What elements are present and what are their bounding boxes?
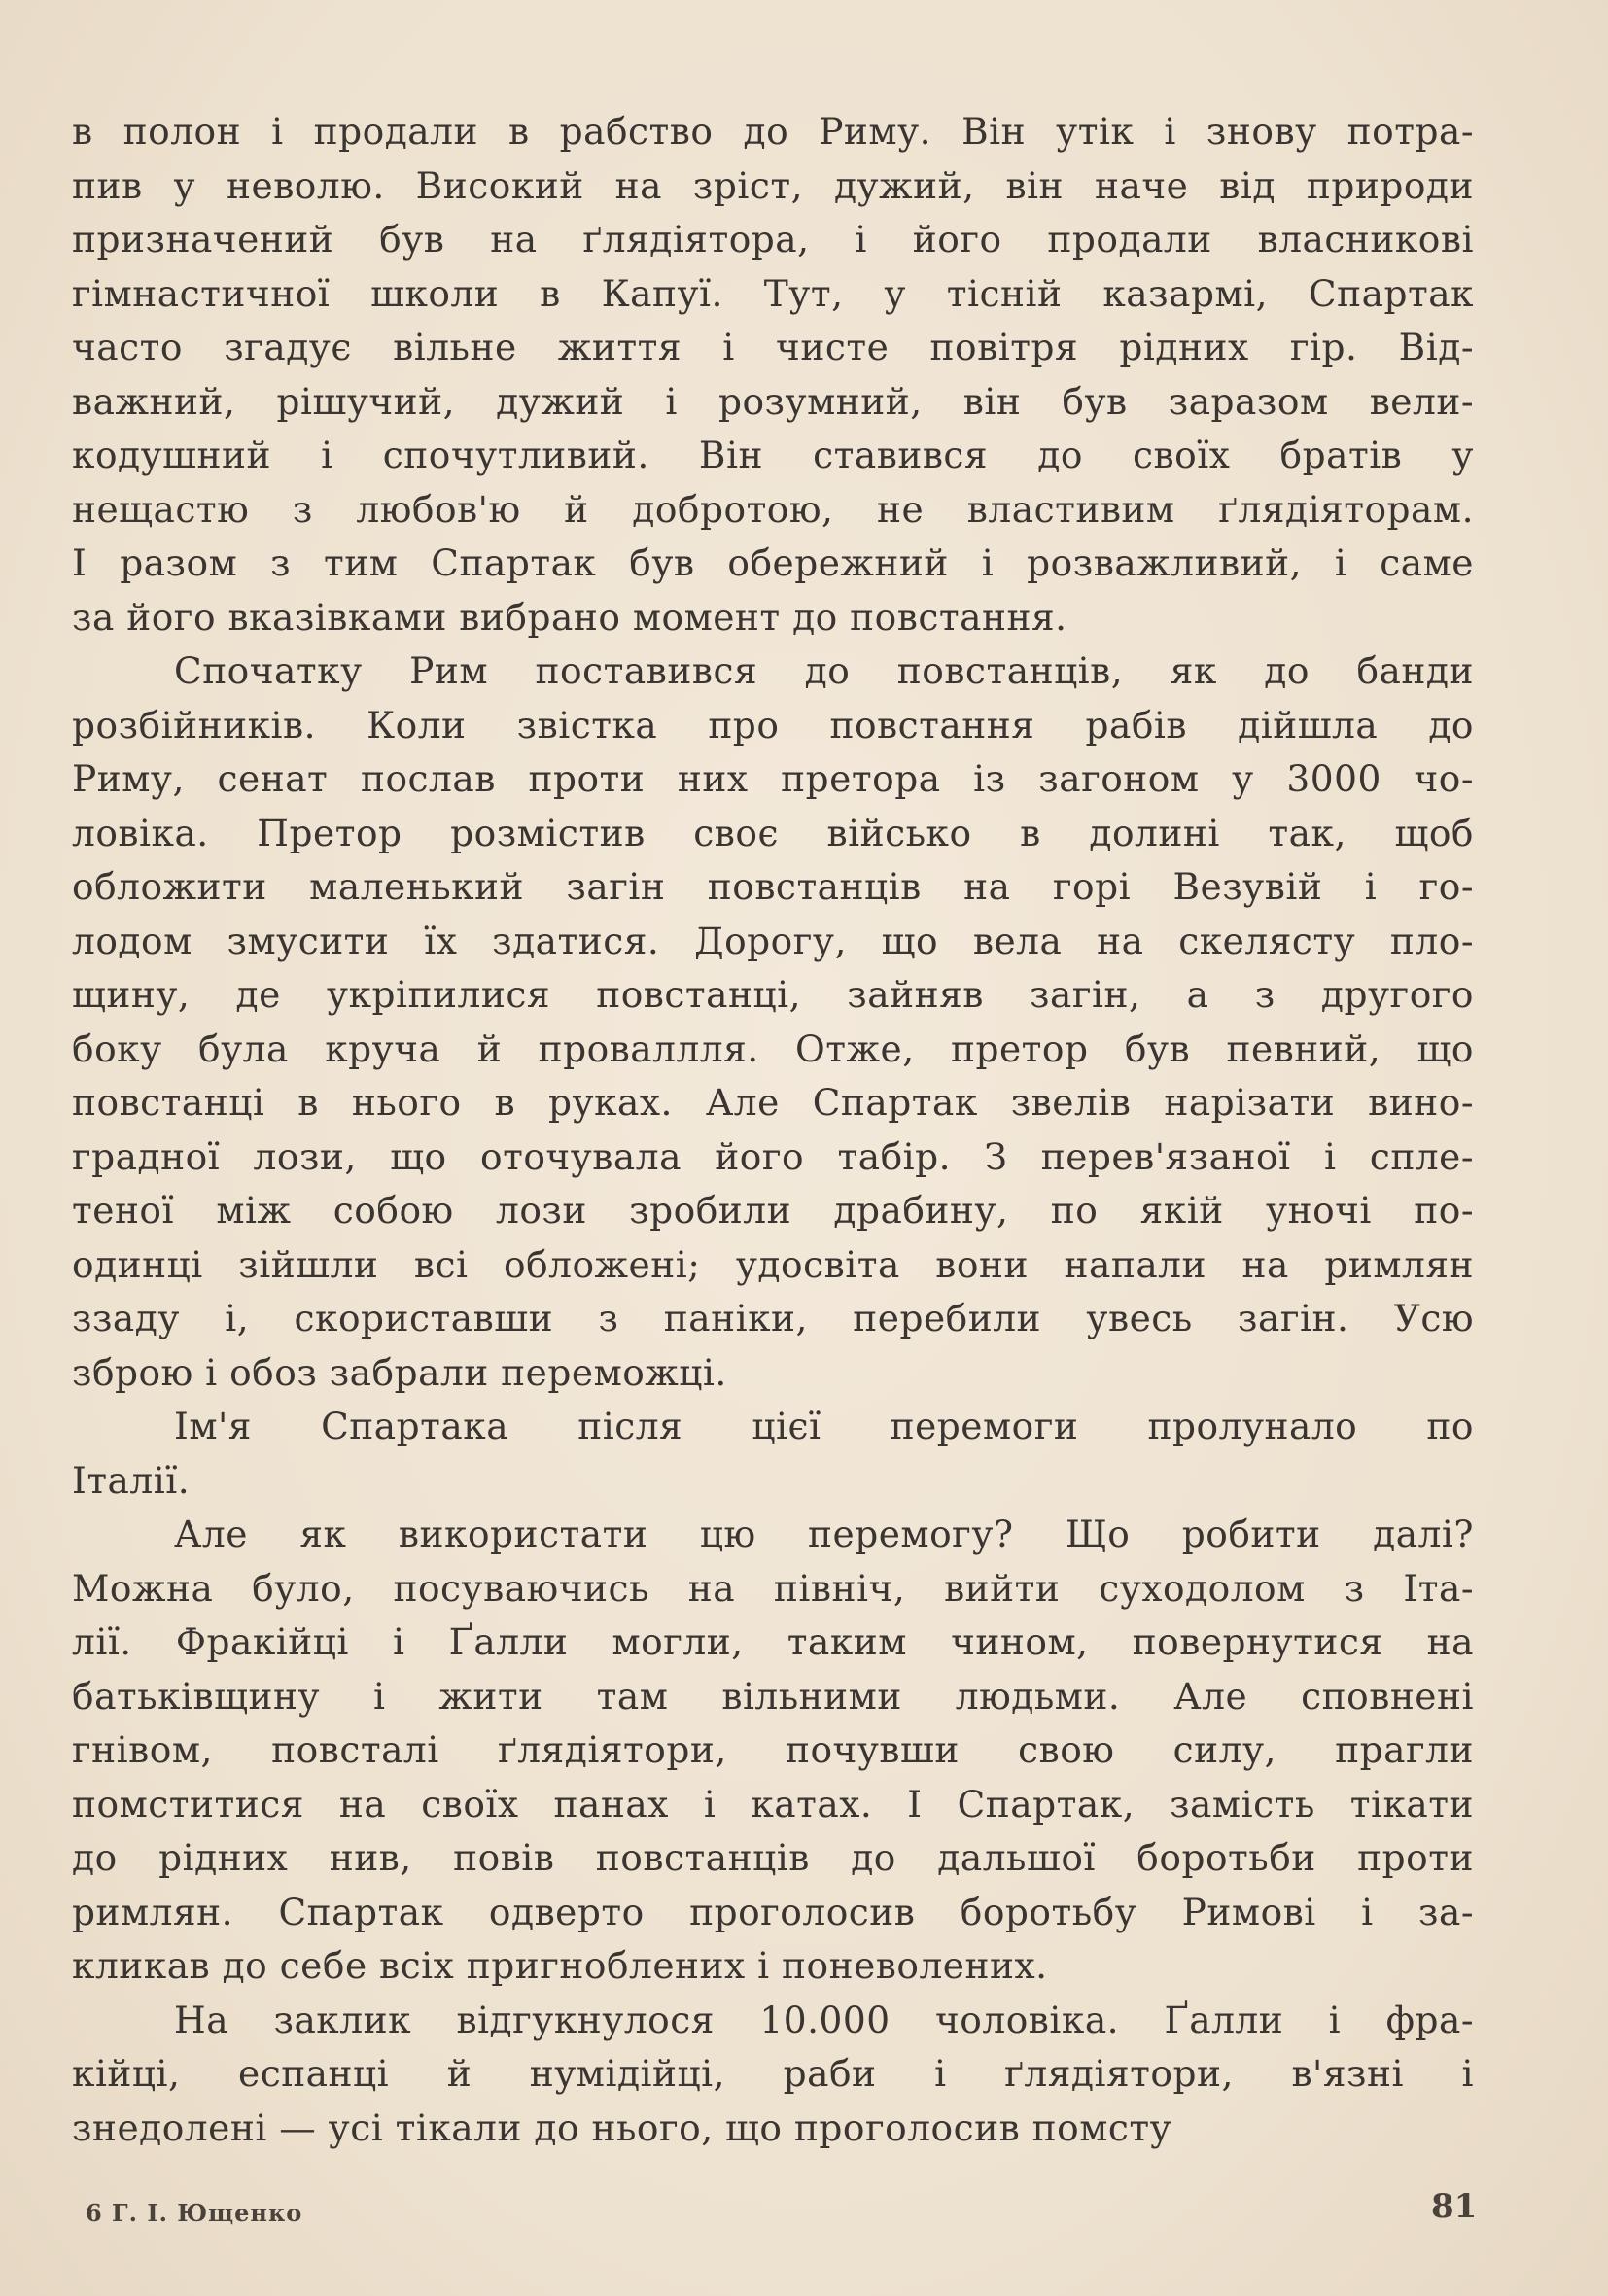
text-line: в полон і продали в рабство до Риму. Він утік і знову потра- xyxy=(72,110,1474,153)
body-text xyxy=(72,105,1474,2155)
text-line: гімнастичної школи в Капуї. Тут, у тісній казармі, Спартак xyxy=(72,271,1474,315)
text-line: батьківщину і жити там вільними людьми. Але сповнені xyxy=(72,1674,1474,1718)
text-line: боку була круча й проваллля. Отже, претор був певний, що xyxy=(72,1026,1474,1070)
text-line: нещастю з любов'ю й добротою, не властивим ґлядіяторам. xyxy=(72,487,1474,531)
text-line: лії. Фракійці і Ґалли могли, таким чином, повернутися на xyxy=(72,1620,1474,1663)
text-line: призначений був на ґлядіятора, і його продали власникові xyxy=(72,218,1474,261)
text-line: важний, рішучий, дужий і розумний, він був заразом вели- xyxy=(72,379,1474,423)
text-line: пив у неволю. Високий на зріст, дужий, він наче від природи xyxy=(72,163,1474,207)
text-line: Можна було, посуваючись на північ, вийти суходолом з Іта- xyxy=(72,1566,1474,1610)
text-line: На заклик відгукнулося 10.000 чоловіка. Ґалли і фра- xyxy=(174,1998,1474,2041)
page-number: 81 xyxy=(1431,2187,1478,2226)
text-line: гнівом, повсталі ґлядіятори, почувши свою силу, прагли xyxy=(72,1728,1474,1771)
text-line: кійці, еспанці й нумідійці, раби і ґлядіятори, в'язні і xyxy=(72,2052,1474,2095)
text-line: Спочатку Рим поставився до повстанців, як до банди xyxy=(174,649,1474,692)
text-line: теної між собою лози зробили драбину, по якій уночі по- xyxy=(72,1189,1474,1232)
text-line: щину, де укріпилися повстанці, зайняв загін, а з другого xyxy=(72,973,1474,1016)
printer-signature: 6 Г. І. Ющенко xyxy=(86,2199,303,2227)
text-line: ззаду і, скориставши з паніки, перебили увесь загін. Усю xyxy=(72,1297,1474,1339)
text-line: кликав до себе всіх пригноблених і поневолених. xyxy=(72,1944,1048,1987)
text-line: Риму, сенат послав проти них претора із загоном у 3000 чо- xyxy=(72,757,1474,800)
text-line: помститися на своїх панах і катах. І Спартак, замість тікати xyxy=(72,1782,1474,1826)
text-line: обложити маленький загін повстанців на горі Везувій і го- xyxy=(72,865,1474,908)
text-line: розбійників. Коли звістка про повстання рабів дійшла до xyxy=(72,703,1474,747)
text-line: римлян. Спартак одверто проголосив боротьбу Римові і за- xyxy=(72,1890,1474,1933)
text-line: повстанці в нього в руках. Але Спартак звелів нарізати вино- xyxy=(72,1081,1474,1124)
text-line: Ім'я Спартака після цієї перемоги пролунало по xyxy=(174,1405,1474,1447)
text-line: Італії. xyxy=(72,1458,191,1502)
text-line: лодом змусити їх здатися. Дорогу, що вела на скелясту пло- xyxy=(72,919,1474,962)
text-line: кодушний і спочутливий. Він ставився до своїх братів у xyxy=(72,434,1474,476)
text-line: Але як використати цю перемогу? Що робити далі? xyxy=(174,1513,1474,1555)
text-line: до рідних нив, повів повстанців до дальшої боротьби проти xyxy=(72,1836,1474,1879)
text-line: зброю і обоз забрали переможці. xyxy=(72,1350,727,1394)
text-line: часто згадує вільне життя і чисте повітря рідних гір. Від- xyxy=(72,326,1474,368)
text-line: за його вказівками вибрано момент до повстання. xyxy=(72,595,1067,639)
text-line: одинці зійшли всі обложені; удосвіта вони напали на римлян xyxy=(72,1242,1474,1286)
text-line: І разом з тим Спартак був обережний і розважливий, і саме xyxy=(72,541,1474,584)
text-line: знедолені — усі тікали до нього, що проголосив помсту xyxy=(72,2105,1172,2149)
text-line: градної лози, що оточувала його табір. З перев'язаної і спле- xyxy=(72,1134,1474,1178)
text-line: ловіка. Претор розмістив своє військо в долині так, щоб xyxy=(72,811,1474,854)
